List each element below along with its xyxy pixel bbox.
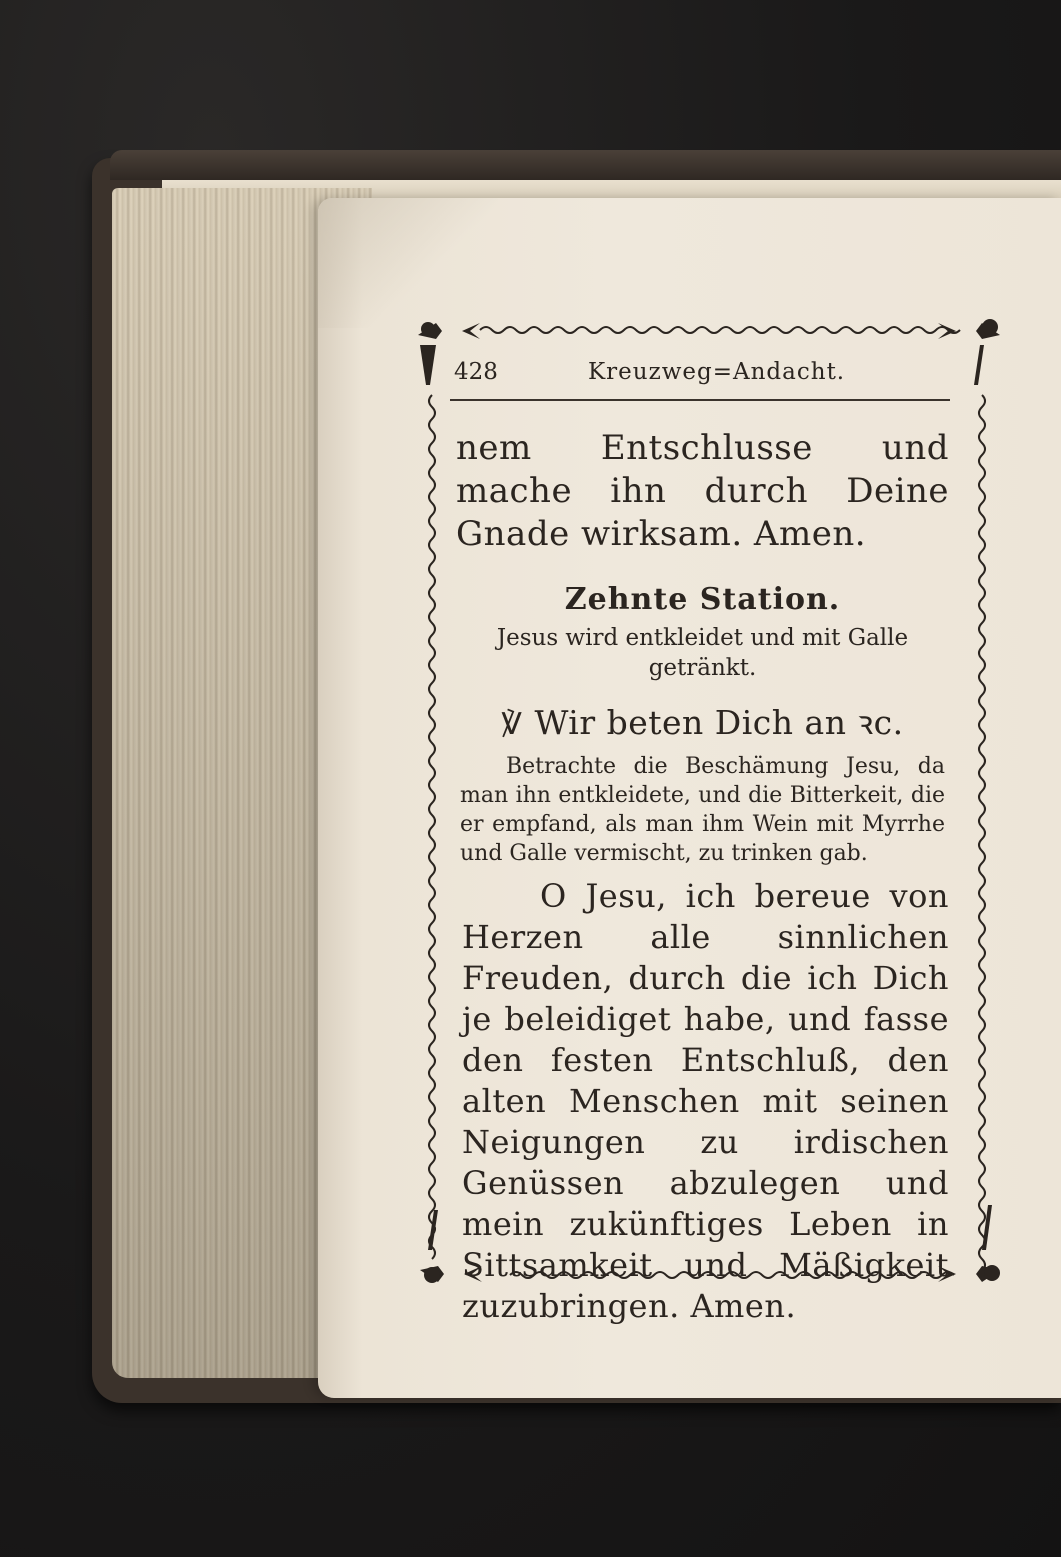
versicle-icon: ℣ (501, 707, 523, 742)
header-rule (450, 399, 950, 401)
meditation-paragraph: Betrachte die Beschämung Jesu, da man ihn entkleidete, und die Bitterkeit, die er empfand, als man ihm Wein mit Myrrhe und Galle vermischt, zu trinken gab. (460, 754, 945, 866)
page-number: 428 (454, 359, 498, 385)
running-title: Kreuzweg=Andacht. (588, 359, 846, 385)
station-subtitle: Jesus wird entkleidet und mit Galle getränkt. (496, 625, 909, 681)
book-spine-top (110, 150, 1061, 180)
running-head (450, 355, 955, 395)
prayer-paragraph: O Jesu, ich bereue von Herzen alle sinnlichen Freuden, durch die ich Dich je beleidiget habe, und fasse den festen Entschluß, den alten Menschen mit seinen Neigungen zu irdischen Genüssen abzulegen und mein zukünftiges Leben in Sittsamkeit und Mäßigkeit zuzubringen. Amen. (462, 877, 949, 1325)
versicle (450, 699, 955, 744)
page-text (450, 355, 955, 1325)
station-title: Zehnte Station. (564, 582, 841, 617)
versicle-text: Wir beten Dich an ꝛc. (534, 703, 904, 742)
carryover-paragraph: nem Entschlusse und mache ihn durch Deine Gnade wirksam. Amen. (456, 428, 949, 554)
page-body (450, 427, 955, 1327)
